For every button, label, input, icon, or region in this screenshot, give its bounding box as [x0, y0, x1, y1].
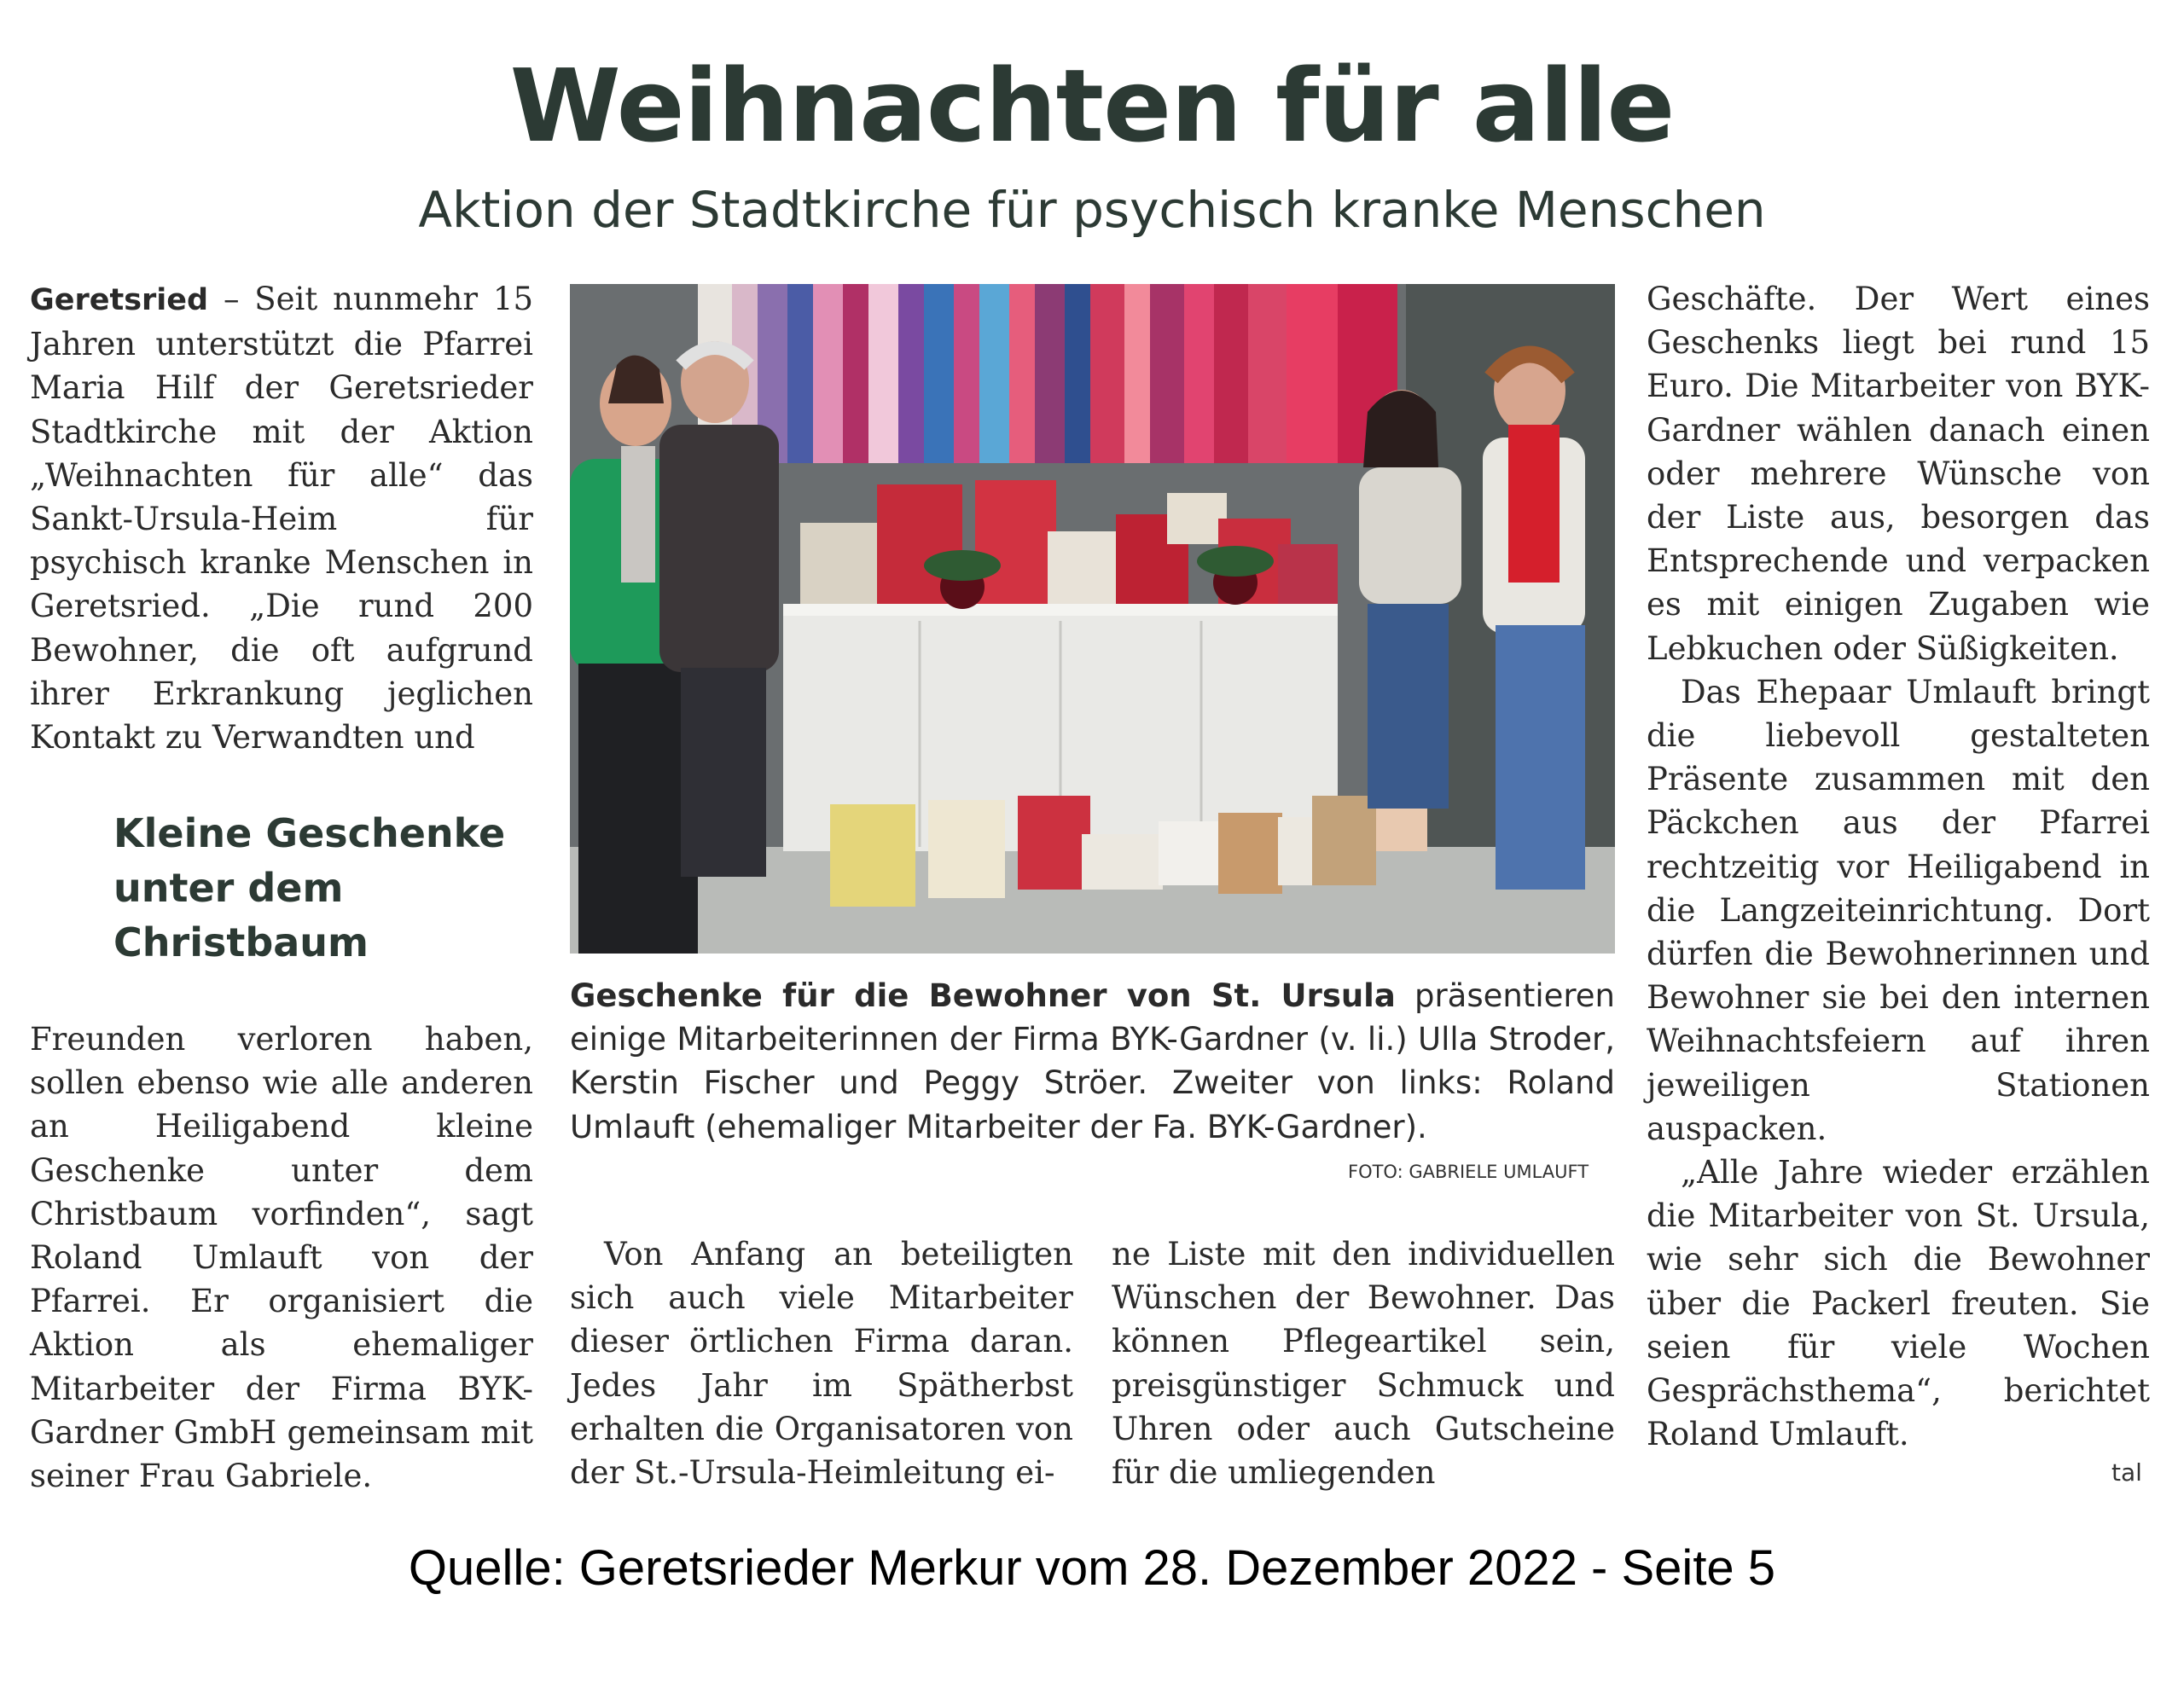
article-column-4: [1647, 277, 2150, 1456]
dateline: Geretsried: [30, 283, 209, 317]
subheadline: Aktion der Stadtkirche für psychisch kranke Menschen: [418, 181, 1766, 239]
article-column-3: [1112, 1232, 1615, 1494]
striped-banner: [698, 284, 1397, 463]
photo-caption: [570, 974, 1615, 1149]
article-column-1-bottom: [30, 1017, 533, 1498]
author-initials: tal: [2111, 1458, 2142, 1487]
headline: Weihnachten für alle: [509, 47, 1675, 165]
article-column-1-top: [30, 277, 533, 759]
col3-text: ne Liste mit den individuellen Wünschen der Bewohner. Das können Pflegeartikel sein, preisgünstiger Schmuck und Uhren oder auch Gutscheine für die umliegenden: [1112, 1236, 1615, 1492]
col4-paragraph-1: Geschäfte. Der Wert eines Geschenks liegt bei rund 15 Euro. Die Mitarbeiter von BYK-Gardner wählen danach einen oder mehrere Wünsche von der Liste aus, besorgen das Entsprechende und verpacken es mit einigen Zugaben wie Lebkuchen oder Süßigkeiten.: [1647, 281, 2150, 667]
col4-paragraph-3: „Alle Jahre wieder erzählen die Mitarbeiter von St. Ursula, wie sehr sich die Bewohner über die Packerl freuten. Sie seien für viele Wochen Gesprächsthema“, berichtet Roland Umlauft.: [1647, 1154, 2150, 1453]
col2-text: Von Anfang an beteiligten sich auch viele Mitarbeiter dieser örtlichen Firma daran. Jedes Jahr im Spätherbst erhalten die Organisatoren von der St.-Ursula-Heimleitung ei-: [570, 1236, 1073, 1492]
source-line: Quelle: Geretsrieder Merkur vom 28. Dezember 2022 - Seite 5: [408, 1540, 1776, 1596]
article-photo: [570, 284, 1615, 954]
col1-first-text: – Seit nunmehr 15 Jahren unterstützt die Pfarrei Maria Hilf der Geretsrieder Stadtkirche mit der Aktion „Weihnachten für alle“ das Sankt-Ursula-Heim für psychisch kranke Menschen in Geretsried. „Die rund 200 Bewohner, die oft aufgrund ihrer Erkrankung jeglichen Kontakt zu Verwandten und: [30, 281, 533, 757]
col1-second-text: Freunden verloren haben, sollen ebenso wie alle anderen an Heiligabend kleine Geschenke unter dem Christbaum vorfinden“, sagt Roland Umlauft von der Pfarrei. Er organisiert die Aktion als ehemaliger Mitarbeiter der Firma BYK-Gardner GmbH gemeinsam mit seiner Frau Gabriele.: [30, 1021, 533, 1495]
caption-bold: Geschenke für die Bewohner von St. Ursula: [570, 977, 1396, 1014]
col4-paragraph-2: Das Ehepaar Umlauft bringt die liebevoll gestalteten Präsente zusammen mit den Päckchen aus der Pfarrei rechtzeitig vor Heiligabend in die Langzeiteinrichtung. Dort dürfen die Bewohnerinnen und Bewohner sie bei den internen Weihnachtsfeiern auf ihren jeweiligen Stationen auspacken.: [1647, 673, 2150, 1147]
photo-credit: FOTO: GABRIELE UMLAUFT: [1348, 1162, 1589, 1182]
article-column-2: [570, 1232, 1073, 1494]
subheading: Kleine Geschenke unter dem Christbaum: [113, 810, 506, 965]
photo-illustration: [570, 284, 1615, 954]
caption-text: präsentieren einige Mitarbeiterinnen der Firma BYK-Gardner (v. li.) Ulla Stroder, Kerstin Fischer und Peggy Ströer. Zweiter von links: Roland Umlauft (ehemaliger Mitarbeiter der Fa. BYK-Gardner).: [570, 977, 1616, 1145]
